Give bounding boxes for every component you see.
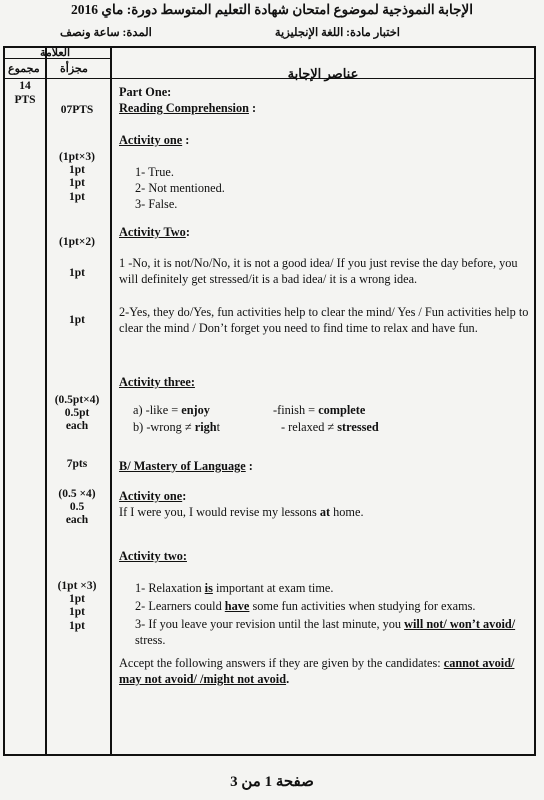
- a3-b-word: righ: [194, 420, 217, 434]
- b2-1-pre: 1- Relaxation: [135, 581, 205, 595]
- b2-1-bold: is: [204, 581, 213, 595]
- b-activity1-marks: [47, 488, 107, 528]
- activity2-mark-2: 1pt: [69, 314, 85, 326]
- activity-one-title: Activity one: [119, 133, 183, 147]
- activity-two-title: Activity Two: [119, 225, 186, 239]
- part-one-title: Part One:: [119, 85, 172, 99]
- reading-heading: [119, 100, 535, 116]
- b1-bold: at: [319, 505, 331, 519]
- b-activity-one-heading: [119, 488, 535, 504]
- a3-a-word: enjoy: [181, 403, 210, 417]
- b-activity2-mark-2: 1pt: [69, 606, 85, 619]
- b-activity-one-answer: [119, 504, 535, 520]
- activity-two-answer-2: 2-Yes, they do/Yes, fun activities help to clear the mind/ Yes / Fun activities help to clear the mind / Don’t forget you need to find time to relax and have fun.: [119, 305, 529, 336]
- b-activity-one-title: Activity one: [119, 489, 183, 503]
- total-unit: PTS: [14, 93, 36, 106]
- a3-a-label: a) -like =: [133, 403, 182, 417]
- b-activity1-each-value: 0.5: [69, 501, 85, 514]
- b2-3-bold: will not/ won’t avoid/: [404, 617, 516, 631]
- activity-three-answer-a: [133, 402, 544, 418]
- a3-b-word-end: t: [216, 420, 221, 434]
- activity1-mark-3: 1pt: [69, 190, 85, 203]
- exam-header-info: [0, 25, 400, 39]
- b2-3-post: stress.: [135, 633, 166, 648]
- activity2-mark-1: 1pt: [69, 267, 85, 279]
- b-activity2-marks: [47, 580, 107, 633]
- activity-three-answer-b: [133, 419, 544, 435]
- activity1-scheme: (1pt×3): [59, 151, 95, 163]
- b-activity-two-answer-3: [135, 616, 537, 648]
- exam-header-title: الإجابة النموذجية لموضوع امتحان شهادة التعليم المتوسط دورة: ماي 2016: [71, 2, 473, 17]
- duration-label: المدة: ساعة ونصف: [60, 27, 152, 39]
- total-column-header: مجموع: [8, 63, 40, 75]
- activity-two-answer-1: 1 -No, it is not/No/No, it is not a good idea/ If you just revise the day before, you will definitely get stressed/it is a bad idea/ it is a wrong idea.: [119, 256, 518, 287]
- b-activity-one-colon: :: [182, 489, 187, 503]
- a3-b2-label: - relaxed ≠: [281, 420, 338, 434]
- mastery-colon: :: [245, 459, 253, 473]
- activity-three-title: Activity three:: [119, 375, 195, 389]
- activity-one-answer-1: 1- True.: [135, 165, 174, 179]
- accepted-answers-note: [119, 655, 535, 687]
- b-activity2-mark-1: 1pt: [69, 593, 85, 606]
- subject-label: اختبار مادة: اللغة الإنجليزية: [274, 27, 400, 39]
- page-footer: صفحة 1 من 3: [230, 774, 314, 790]
- activity-two-heading: [119, 224, 535, 240]
- activity-one-colon: :: [182, 133, 190, 147]
- activity-two-colon: :: [185, 225, 190, 239]
- answer-table: [3, 46, 536, 756]
- activity3-marks: [47, 394, 107, 434]
- mastery-heading: [119, 458, 535, 474]
- reading-colon: :: [248, 101, 257, 115]
- b2-1-post: important at exam time.: [212, 581, 334, 595]
- a3-b2-word: stressed: [337, 420, 379, 434]
- b-activity1-scheme: (0.5 ×4): [58, 488, 96, 500]
- a3-b2: [281, 419, 379, 435]
- activity3-scheme: (0.5pt×4): [54, 394, 100, 406]
- activity3-each-label: each: [65, 420, 89, 433]
- b2-2-post: some fun activities when studying for exams.: [249, 599, 476, 613]
- activity2-scheme: (1pt×2): [59, 236, 95, 248]
- column-divider-partial: [110, 48, 112, 754]
- b-activity1-each-label: each: [65, 514, 89, 527]
- grade-header: العلامة: [40, 47, 71, 59]
- a3-a2-label: -finish =: [273, 403, 319, 417]
- answers-column-header: عناصر الإجابة: [287, 66, 359, 81]
- activity1-mark-1: 1pt: [69, 164, 85, 177]
- a3-b-label: b) -wrong ≠: [133, 420, 195, 434]
- partB-marks: 7pts: [66, 458, 88, 470]
- b-activity-two-answer-2: [135, 598, 537, 614]
- part1-marks: 07PTS: [60, 104, 94, 116]
- b1-post: home.: [330, 505, 364, 519]
- partial-column-header: مجزأة: [60, 63, 88, 75]
- activity-one-heading: [119, 132, 535, 148]
- b-activity2-scheme: (1pt ×3): [57, 580, 97, 592]
- b-activity-two-answer-1: [135, 580, 537, 596]
- mastery-title: B/ Mastery of Language: [119, 459, 246, 473]
- b1-pre: If I were you, I would revise my lessons: [119, 505, 320, 519]
- activity1-mark-2: 1pt: [69, 177, 85, 190]
- b-activity-two-title: Activity two:: [119, 549, 187, 563]
- accept-bold: cannot avoid/ may not avoid/ /might not avoid: [119, 656, 515, 687]
- activity-one-answer-3: 3- False.: [135, 197, 178, 212]
- b2-2-bold: have: [224, 599, 250, 613]
- activity-one-answers: [135, 164, 544, 213]
- b2-3-pre: 3- If you leave your revision until the last minute, you: [135, 617, 405, 631]
- accept-pre: Accept the following answers if they are given by the candidates:: [119, 656, 444, 670]
- b-activity2-mark-3: 1pt: [69, 619, 85, 632]
- a3-a2-word: complete: [318, 403, 366, 417]
- activity-one-answer-2: 2- Not mentioned.: [135, 181, 225, 196]
- activity1-marks: [47, 151, 107, 204]
- reading-title: Reading Comprehension: [119, 101, 249, 115]
- accept-end: .: [286, 672, 290, 687]
- total-value: 14: [19, 80, 31, 92]
- a3-a2: [273, 402, 365, 418]
- total-marks: [5, 80, 45, 108]
- b2-2-pre: 2- Learners could: [135, 599, 225, 613]
- activity3-each-value: 0.5pt: [64, 407, 90, 420]
